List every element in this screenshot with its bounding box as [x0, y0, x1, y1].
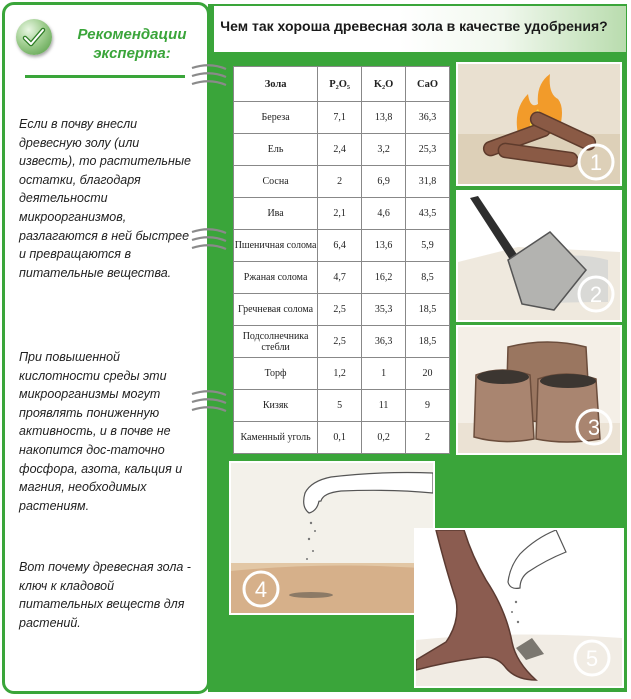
header-bar	[214, 6, 626, 52]
table-cell: Сосна	[234, 166, 318, 198]
table-cell: 36,3	[362, 326, 406, 358]
spiral-binding-icon	[190, 226, 230, 256]
expert-paragraph-1: Если в почву внесли древесную золу (или известь), то растительные остатки, благодаря деятельности микроорганизмов, разлагаются в ней быстрее и превращаются в питательные вещества.	[19, 117, 191, 280]
table-row	[234, 358, 450, 390]
table-cell: Береза	[234, 102, 318, 134]
table-header-row	[234, 67, 450, 102]
table-row	[234, 134, 450, 166]
table-cell: Ива	[234, 198, 318, 230]
table-row	[234, 198, 450, 230]
step-number: 5	[585, 646, 599, 671]
table-cell: 7,1	[318, 102, 362, 134]
table-cell: 18,5	[406, 294, 450, 326]
table-cell: Торф	[234, 358, 318, 390]
campfire-image	[456, 62, 622, 186]
table-row	[234, 422, 450, 454]
column-header: CaO	[406, 67, 450, 102]
table-cell: Пшеничная солома	[234, 230, 318, 262]
table-cell: 31,8	[406, 166, 450, 198]
table-cell: Каменный уголь	[234, 422, 318, 454]
table-cell: 43,5	[406, 198, 450, 230]
table-cell: 1	[362, 358, 406, 390]
table-cell: 16,2	[362, 262, 406, 294]
table-cell: 4,6	[362, 198, 406, 230]
spiral-binding-icon	[190, 388, 230, 418]
table-cell: 2	[318, 166, 362, 198]
page-title: Чем так хороша древесная зола в качестве удобрения?	[220, 18, 608, 34]
table-row	[234, 102, 450, 134]
tree-trunk-image	[414, 528, 624, 688]
expert-panel	[2, 2, 210, 694]
table-cell: 36,3	[406, 102, 450, 134]
table-cell: 25,3	[406, 134, 450, 166]
column-header: P₂O₅	[318, 67, 362, 102]
table-cell: Ржаная солома	[234, 262, 318, 294]
sprinkling-image	[229, 461, 435, 615]
spiral-binding-icon	[190, 62, 230, 92]
table-cell: 2,5	[318, 326, 362, 358]
ash-composition-table	[233, 66, 450, 453]
step-number: 4	[254, 577, 268, 602]
title-divider	[25, 75, 185, 78]
expert-title: Рекомендации эксперта:	[77, 26, 187, 62]
shovel-image	[456, 190, 622, 322]
table-cell: 2,4	[318, 134, 362, 166]
table-cell: 18,5	[406, 326, 450, 358]
table-cell: Ель	[234, 134, 318, 166]
table-cell: 3,2	[362, 134, 406, 166]
table-cell: 6,4	[318, 230, 362, 262]
table-row	[234, 166, 450, 198]
column-header: K₂O	[362, 67, 406, 102]
table-cell: 5	[318, 390, 362, 422]
table-cell: Кизяк	[234, 390, 318, 422]
step-number: 3	[587, 415, 601, 440]
table-cell: 35,3	[362, 294, 406, 326]
table-cell: 2	[406, 422, 450, 454]
table-cell: 1,2	[318, 358, 362, 390]
table-cell: 6,9	[362, 166, 406, 198]
table-row	[234, 326, 450, 358]
expert-paragraph-2: При повышенной кислотности среды эти микроорганизмы могут проявлять пониженную активность, и в почве не накопится дос-таточно фосфора, азота, кальция и магния, необходимых растениям.	[19, 350, 183, 513]
table-row	[234, 390, 450, 422]
table-cell: 11	[362, 390, 406, 422]
table-cell: 0,1	[318, 422, 362, 454]
table-cell: 5,9	[406, 230, 450, 262]
table-cell: 2,1	[318, 198, 362, 230]
table-cell: 0,2	[362, 422, 406, 454]
column-header: Зола	[234, 67, 318, 102]
table-cell: 13,8	[362, 102, 406, 134]
table-row	[234, 294, 450, 326]
step-number: 2	[589, 282, 603, 307]
table-row	[234, 230, 450, 262]
table-cell: 13,6	[362, 230, 406, 262]
table-cell: Подсолнечника стебли	[234, 326, 318, 358]
checkmark-icon	[16, 19, 52, 55]
table-cell: 8,5	[406, 262, 450, 294]
table-row	[234, 262, 450, 294]
expert-paragraph-3: Вот почему древесная зола - ключ к кладовой питательных веществ для растений.	[19, 560, 191, 630]
step-number: 1	[589, 150, 603, 175]
table-cell: Гречневая солома	[234, 294, 318, 326]
sacks-image	[456, 325, 622, 455]
table-cell: 2,5	[318, 294, 362, 326]
table-cell: 20	[406, 358, 450, 390]
table-cell: 4,7	[318, 262, 362, 294]
table-cell: 9	[406, 390, 450, 422]
